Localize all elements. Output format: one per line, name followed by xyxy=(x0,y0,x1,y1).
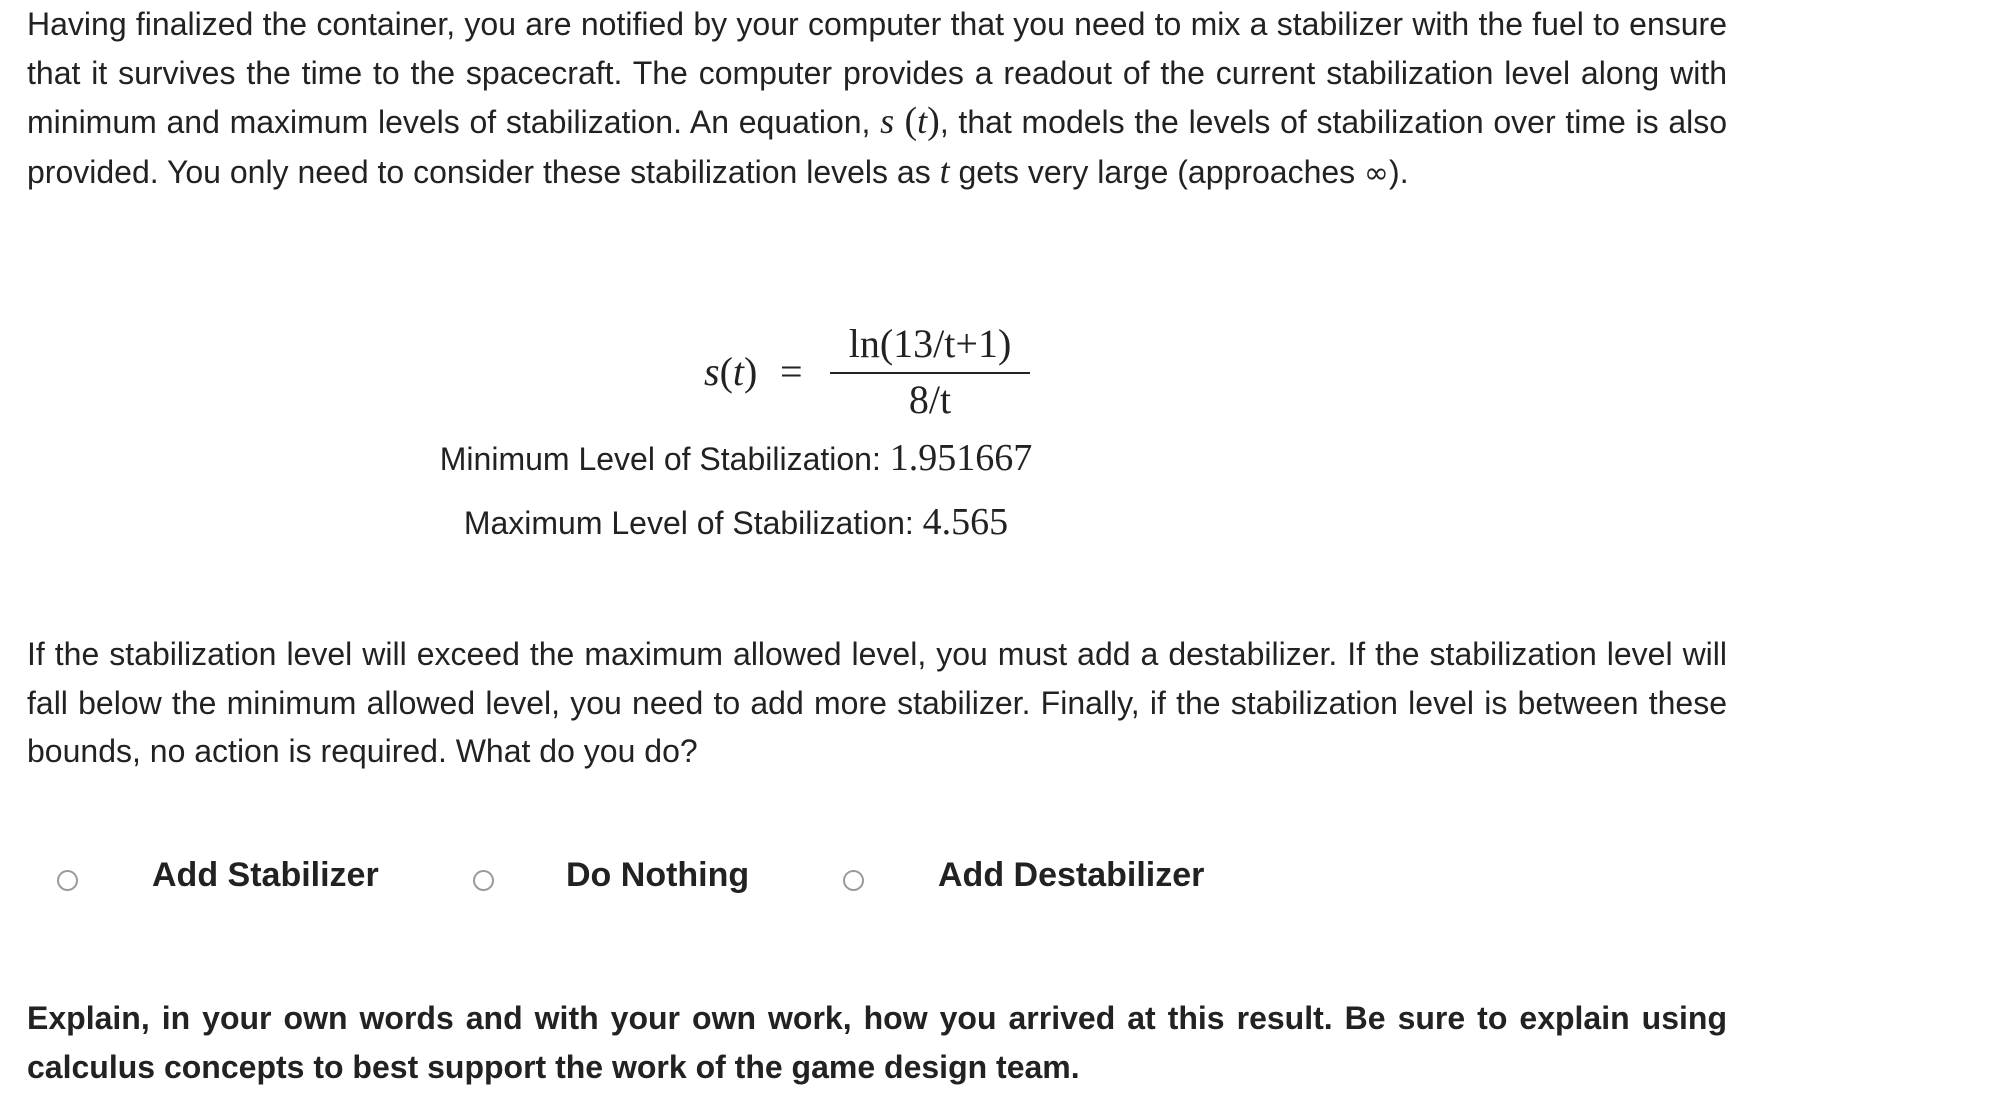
intro-text-1: Having finalized the container, you are notified by your computer that you need to mix a stabilizer with the fuel to ensure that it survives the time to the spacecraft. The computer provides a readout of the current stabilization level along with minimum and maximum levels of stabilization. An equation, xyxy=(27,6,1727,140)
intro-text-3: gets very large (approaches xyxy=(949,153,1365,190)
equation-numerator: ln(13/t+1) xyxy=(848,321,1012,366)
option-label-do-nothing[interactable]: Do Nothing xyxy=(566,856,750,894)
option-label-add-destabilizer[interactable]: Add Destabilizer xyxy=(938,856,1205,894)
radio-add-stabilizer[interactable] xyxy=(57,870,78,891)
max-level-value: 4.565 xyxy=(922,501,1009,543)
radio-add-destabilizer[interactable] xyxy=(843,870,864,891)
rules-paragraph: If the stabilization level will exceed the maximum allowed level, you must add a destabilizer. If the stabilization level will fall below the minimum allowed level, you need to add more stabilizer. Finally, if the stabilization level is between these bounds, no action is required. What do you do? xyxy=(27,636,1727,769)
equation-lhs-func: s xyxy=(704,349,720,394)
intro-func-var: t xyxy=(917,101,928,141)
equation-lhs xyxy=(704,348,757,395)
intro-func-name: s xyxy=(880,101,895,141)
stabilization-equation xyxy=(700,318,1040,428)
equation-lhs-var: t xyxy=(732,349,745,394)
min-level-value: 1.951667 xyxy=(889,437,1033,479)
explain-prompt: Explain, in your own words and with your own work, how you arrived at this result. Be sure to explain using calculus concepts to best support the work of the game design team. xyxy=(27,1000,1727,1085)
equation-denominator: 8/t xyxy=(908,377,952,422)
intro-paragraph xyxy=(27,0,1727,198)
option-add-stabilizer[interactable] xyxy=(0,850,420,900)
intro-func-close: ) xyxy=(927,100,940,142)
equation-lhs-close: ) xyxy=(744,349,758,394)
equation-lhs-open: ( xyxy=(719,349,733,394)
max-level-label: Maximum Level of Stabilization: xyxy=(463,505,923,541)
option-label-add-stabilizer[interactable]: Add Stabilizer xyxy=(152,856,379,894)
intro-var-t: t xyxy=(939,150,950,191)
equation-fraction xyxy=(830,318,1030,424)
minimum-level-readout xyxy=(0,436,1737,481)
min-level-label: Minimum Level of Stabilization: xyxy=(439,441,890,477)
infinity-symbol: ∞ xyxy=(1364,155,1390,191)
maximum-level-readout xyxy=(0,500,1737,545)
intro-text-2: , that models the levels of stabilization over time is also provided. You only need to consider these stabilization levels as xyxy=(27,104,1728,190)
intro-text-4: ). xyxy=(1389,153,1409,190)
option-do-nothing[interactable] xyxy=(420,850,820,900)
option-add-destabilizer[interactable] xyxy=(820,850,1320,900)
intro-func-open: ( xyxy=(894,100,918,142)
equals-sign: = xyxy=(780,349,803,394)
radio-do-nothing[interactable] xyxy=(473,870,494,891)
fraction-bar xyxy=(830,372,1030,374)
